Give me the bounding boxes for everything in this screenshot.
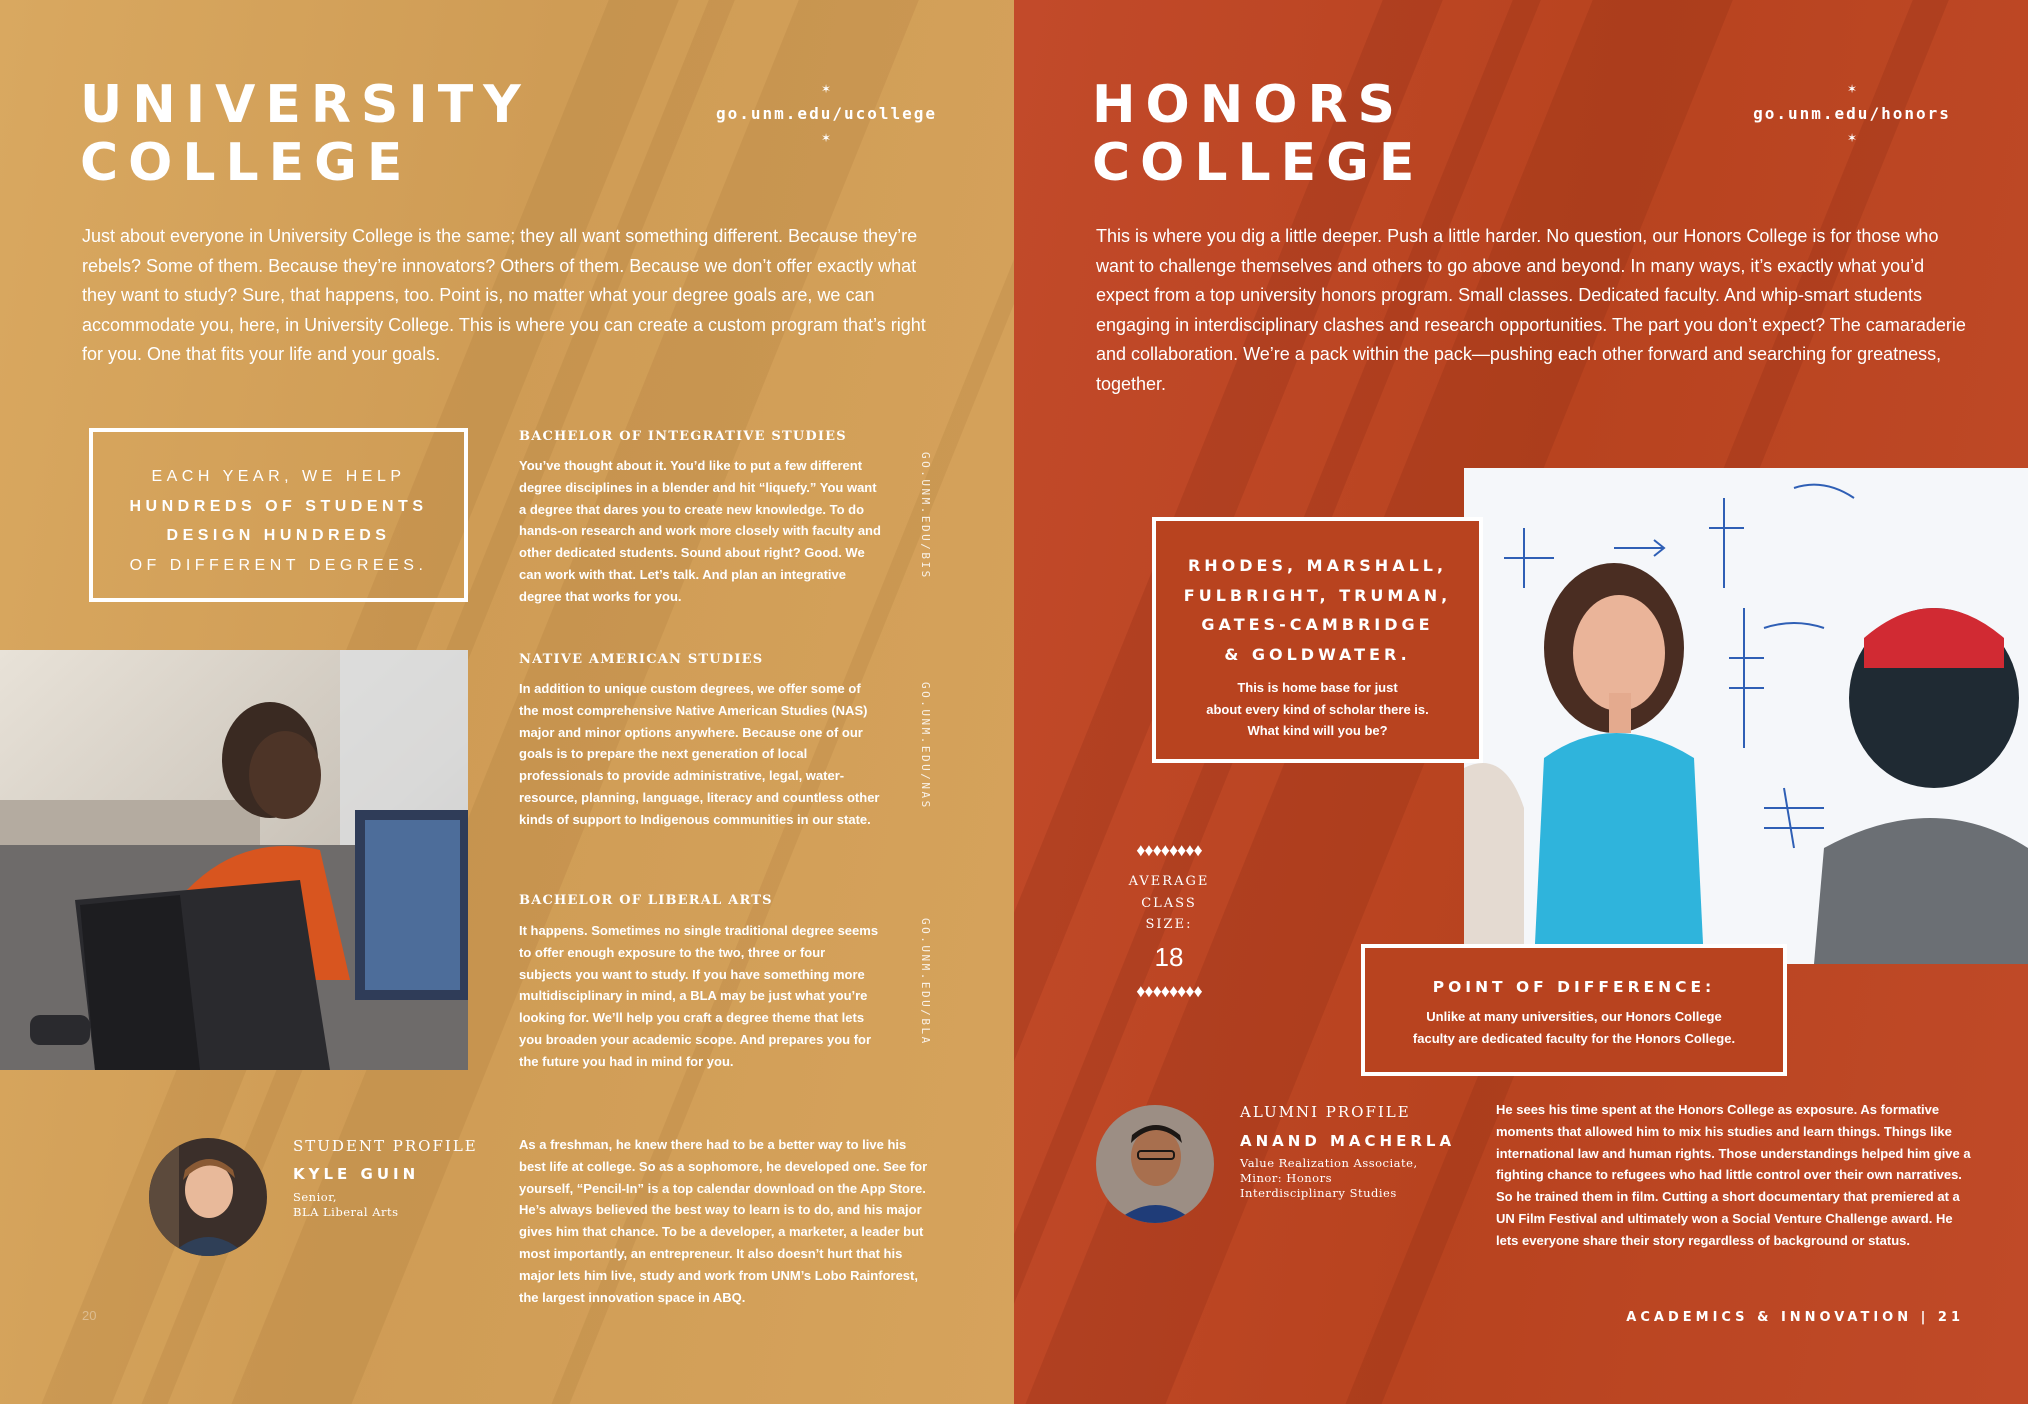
page-footer: ACADEMICS & INNOVATION | 21: [1626, 1310, 1964, 1325]
page-title: UNIVERSITY COLLEGE: [80, 75, 531, 193]
side-url-nas[interactable]: GO.UNM.EDU/NAS: [919, 682, 932, 810]
point-body-line: Unlike at many universities, our Honors College: [1426, 1009, 1722, 1024]
point-of-difference-box: [1361, 944, 1787, 1076]
callout-line: HUNDREDS OF STUDENTS: [129, 497, 428, 515]
profile-label: ALUMNI PROFILE: [1240, 1103, 1411, 1121]
callout-line: RHODES, MARSHALL,: [1187, 556, 1448, 575]
star-icon: ✶: [1846, 131, 1858, 145]
star-icon: ✶: [820, 82, 832, 96]
profile-meta: [293, 1190, 399, 1220]
scholarship-callout-box: [1152, 517, 1483, 763]
stat-value: 18: [1154, 941, 1184, 972]
college-url-link[interactable]: go.unm.edu/ucollege: [716, 104, 938, 123]
profile-body: As a freshman, he knew there had to be a better way to live his best life at college. So as a sophomore, he developed one. See for yourself, “Pencil-In” is a top calendar download on the App Store. He’s always believed the best way to learn is to do, and his major gives him that chance. To be a developer, a marketer, a leader but most importantly, an entrepreneur. It also doesn’t hurt that his major lets him live, study and work from UNM’s Lobo Rainforest, the largest innovation space in ABQ.: [519, 1137, 928, 1305]
profile-name: ANAND MACHERLA: [1240, 1132, 1456, 1150]
intro-paragraph: This is where you dig a little deeper. Push a little harder. No question, our Honors College is for those who want to challenge themselves and others to go above and beyond. In many ways, it’s exactly what you’d expect from a top university honors program. Small classes. Dedicated faculty. And whip-smart students engaging in interdisciplinary clashes and research opportunities. The part you don’t expect? The camaraderie and collaboration. We’re a pack within the pack—pushing each other forward and searching for greatness, together.: [1096, 226, 1966, 394]
section-heading-nas: NATIVE AMERICAN STUDIES: [519, 652, 764, 667]
point-body-line: faculty are dedicated faculty for the Honors College.: [1412, 1030, 1736, 1046]
section-body-bis: You’ve thought about it. You’d like to put a few different degree disciplines in a blender and hit “liquefy.” You want a degree that dares you to create new knowledge. To do hands-on research and work more closely with faculty and other dedicated students. Sound about right? Good. We can work with that. Let’s talk. And plan an integrative degree that works for you.: [519, 458, 881, 604]
profile-meta: [1240, 1156, 1418, 1201]
student-avatar: [149, 1138, 267, 1256]
page-title: HONORS COLLEGE: [1092, 75, 1425, 193]
profile-name: KYLE GUIN: [293, 1165, 420, 1183]
decorative-drops-icon: ♦♦♦♦♦♦♦♦: [1136, 980, 1202, 1001]
college-url-block: [716, 82, 936, 145]
section-body-nas: In addition to unique custom degrees, we offer some of the most comprehensive Native American Studies (NAS) major and minor options anywhere. Because one of our goals is to prepare the next generation of local professionals to provide administrative, legal, water-resource, planning, language, literacy and countless other kinds of support to Indigenous communities in our state.: [519, 681, 880, 827]
stat-label: CLASS SIZE:: [1141, 895, 1197, 932]
callout-box: [89, 428, 468, 602]
star-icon: ✶: [1846, 82, 1858, 96]
callout-line: EACH YEAR, WE HELP: [151, 468, 406, 485]
section-body-bla: It happens. Sometimes no single traditional degree seems to offer enough exposure to the two, three or four subjects you want to study. If you have something more multidisciplinary in mind, a BLA may be just what you’re looking for. We’ll help you craft a degree theme that lets you broaden your academic scope. And prepares you for the future you had in mind for you.: [519, 923, 879, 1069]
profile-label: STUDENT PROFILE: [293, 1137, 478, 1155]
callout-line: GATES-CAMBRIDGE: [1201, 615, 1434, 634]
section-heading-bis: BACHELOR OF INTEGRATIVE STUDIES: [519, 429, 847, 444]
professor-whiteboard-photo: [1464, 468, 2028, 964]
point-heading: POINT OF DIFFERENCE:: [1432, 978, 1716, 996]
callout-line: FULBRIGHT, TRUMAN,: [1183, 585, 1452, 605]
callout-subline: about every kind of scholar there is.: [1206, 701, 1429, 717]
profile-meta-line: BLA Liberal Arts: [293, 1205, 399, 1219]
section-heading-bla: BACHELOR OF LIBERAL ARTS: [519, 893, 773, 908]
profile-body: He sees his time spent at the Honors College as exposure. As formative moments that allowed him to mix his studies and learn things. Things like international law and human rights. Those understandings helped him give a fighting chance to refugees who had little control over their own narratives. So he trained them in film. Cutting a short documentary that premiered at a UN Film Festival and ultimately won a Social Venture Challenge award. He lets everyone share their story regardless of background or status.: [1496, 1102, 1971, 1248]
callout-subline: What kind will you be?: [1247, 723, 1388, 738]
star-icon: ✶: [820, 131, 832, 145]
college-url-link[interactable]: go.unm.edu/honors: [1753, 104, 1951, 123]
callout-subline: This is home base for just: [1237, 680, 1398, 695]
student-at-computer-photo: [0, 650, 468, 1070]
callout-line: DESIGN HUNDREDS: [166, 527, 391, 544]
callout-line: OF DIFFERENT DEGREES.: [129, 556, 428, 574]
intro-paragraph: Just about everyone in University College is the same; they all want something different. Because they’re rebels? Some of them. Because they’re innovators? Others of them. Because we don’t offer exactly what they want to study? Sure, that happens, too. Point is, no matter what your degree goals are, we can accommodate you, here, in University College. This is where you can create a custom program that’s right for you. One that fits your life and your goals.: [82, 226, 926, 364]
profile-meta-line: Senior,: [293, 1190, 338, 1204]
right-page-honors-college: [1014, 0, 2028, 1404]
callout-line: & GOLDWATER.: [1224, 644, 1411, 664]
college-url-block: [1742, 82, 1962, 145]
profile-meta-line: Interdisciplinary Studies: [1240, 1186, 1397, 1200]
side-url-bla[interactable]: GO.UNM.EDU/BLA: [919, 918, 932, 1046]
side-url-bis[interactable]: GO.UNM.EDU/BIS: [919, 452, 932, 580]
page-number: 20: [82, 1308, 97, 1323]
class-size-stat: [1124, 840, 1214, 1002]
stat-label: AVERAGE: [1128, 874, 1210, 889]
profile-meta-line: Value Realization Associate,: [1240, 1156, 1418, 1170]
alumni-avatar: [1096, 1105, 1214, 1223]
profile-meta-line: Minor: Honors: [1240, 1171, 1332, 1185]
decorative-drops-icon: ♦♦♦♦♦♦♦♦: [1136, 840, 1202, 860]
